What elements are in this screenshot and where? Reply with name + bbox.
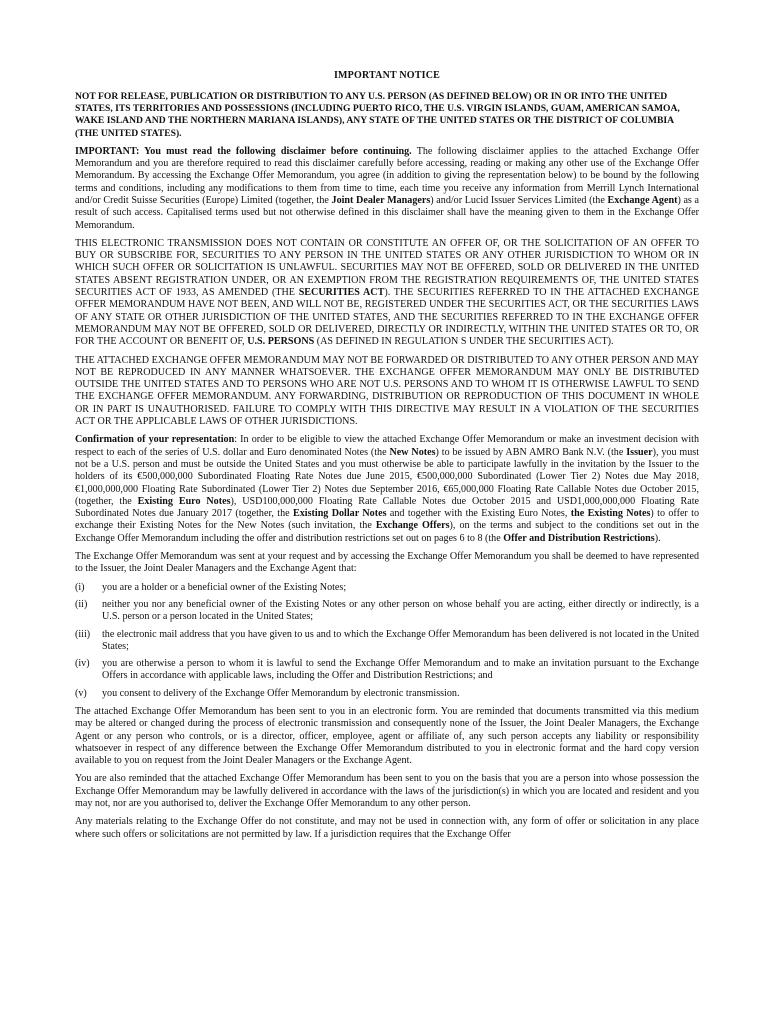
- list-item: [75, 582, 699, 594]
- page-title: IMPORTANT NOTICE: [333, 70, 441, 81]
- not-for-release-notice: NOT FOR RELEASE, PUBLICATION OR DISTRIBUTION TO ANY U.S. PERSON (AS DEFINED BELOW) OR IN OR INTO THE UNITED STATES, ITS TERRITORIES AND POSSESSIONS (INCLUDING PUERTO RICO, THE U.S. VIRGIN ISLANDS, GUAM, AMERICAN SAMOA, WAKE ISLAND AND THE NORTHERN MARIANA ISLANDS), ANY STATE OF THE UNITED STATES OR THE DISTRICT OF COLUMBIA (THE UNITED STATES).: [75, 91, 680, 139]
- confirmation-lead: Confirmation of your representation: [75, 434, 235, 446]
- list-item: [75, 688, 699, 700]
- confirmation-paragraph: Confirmation of your representation: In order to be eligible to view the attached Exchange Offer Memorandum or make an investment decision with respect to each of the series of U.S. dollar and Euro denominated Notes (the New Notes) to be issued by ABN AMRO Bank N.V. (the Issuer), you must not be a U.S. person and must be outside the United States and you must otherwise be able to participate lawfully in the invitation by the Issuer to the holders of its €500,000,000 Subordinated Floating Rate Notes due June 2015, €500,000,000 Subordinated (Lower Tier 2) Notes due May 2018, €1,000,000,000 Floating Rate Subordinated (Lower Tier 2) Notes due September 2016, €65,000,000 Floating Rate Callable Notes due October 2015, (together, the Existing Euro Notes), USD100,000,000 Floating Rate Callable Notes due October 2015 and USD1,000,000,000 Floating Rate Subordinated Notes due January 2017 (together, the Existing Dollar Notes and together with the Existing Euro Notes, the Existing Notes) to offer to exchange their Existing Notes for the New Notes (such invitation, the Exchange Offers), on the terms and subject to the conditions set out in the Exchange Offer Memorandum including the offer and distribution restrictions set out on pages 6 to 8 (the Offer and Distribution Restrictions).: [75, 434, 700, 544]
- document-page: [75, 70, 699, 847]
- important-lead: IMPORTANT: You must read the following disclaimer before continuing.: [75, 145, 412, 157]
- list-item-number: (iv): [75, 658, 90, 670]
- representations-list: [75, 582, 699, 700]
- list-item-text: you are otherwise a person to whom it is lawful to send the Exchange Offer Memorandum and to make an invitation pursuant to the Exchange Offers in accordance with applicable laws, including the Offer and Distribution Restrictions; and: [102, 658, 699, 682]
- list-item-number: (iii): [75, 628, 91, 640]
- electronic-form-paragraph: The attached Exchange Offer Memorandum has been sent to you in an electronic form. You are reminded that documents transmitted via this medium may be altered or changed during the process of electronic transmission and consequently none of the Issuer, the Joint Dealer Managers, the Exchange Agent or any person who controls, or is a director, officer, employee, agent or affiliate of, any such person accepts any liability or responsibility whatsoever in respect of any difference between the Exchange Offer Memorandum distributed to you in electronic format and the hard copy version available to you on request from the Joint Dealer Managers or the Exchange Agent.: [75, 705, 699, 767]
- list-item: [75, 599, 699, 624]
- list-item-number: (i): [75, 581, 85, 593]
- important-paragraph: IMPORTANT: You must read the following disclaimer before continuing. The following disclaimer applies to the attached Exchange Offer Memorandum and you are therefore required to read this disclaimer carefully before accessing, reading or making any other use of the Exchange Offer Memorandum. By accessing the Exchange Offer Memorandum, you agree (in addition to giving the representation below) to be bound by the following terms and conditions, including any modifications to them from time to time, each time you receive any information from Merrill Lynch International and/or Credit Suisse Securities (Europe) Limited (together, the Joint Dealer Managers) and/or Lucid Issuer Services Limited (the Exchange Agent) as a result of such access. Capitalised terms used but not otherwise defined in this disclaimer shall have the meaning given to them in the Exchange Offer Memorandum.: [75, 145, 700, 231]
- list-item-text: you are a holder or a beneficial owner of the Existing Notes;: [102, 581, 347, 593]
- sent-intro-paragraph: The Exchange Offer Memorandum was sent at your request and by accessing the Exchange Offer Memorandum you shall be deemed to have represented to the Issuer, the Joint Dealer Managers and the Exchange Agent that:: [75, 551, 699, 575]
- list-item-text: the electronic mail address that you have given to us and to which the Exchange Offer Memorandum has been delivered is not located in the United States;: [102, 628, 699, 652]
- list-item: [75, 629, 699, 654]
- list-item-text: you consent to delivery of the Exchange Offer Memorandum by electronic transmission.: [102, 687, 460, 699]
- list-item-text: neither you nor any beneficial owner of the Existing Notes or any other person on whose behalf you are acting, either directly or indirectly, is a U.S. person or a person located in the United States;: [102, 598, 699, 623]
- electronic-transmission-paragraph: THIS ELECTRONIC TRANSMISSION DOES NOT CONTAIN OR CONSTITUTE AN OFFER OF, OR THE SOLICITATION OF AN OFFER TO BUY OR SUBSCRIBE FOR, SECURITIES TO ANY PERSON IN THE UNITED STATES OR ANY OTHER JURISDICTION TO WHOM OR IN WHICH SUCH OFFER OR SOLICITATION IS UNLAWFUL. SECURITIES MAY NOT BE OFFERED, SOLD OR DELIVERED IN THE UNITED STATES ABSENT REGISTRATION UNDER, OR AN EXEMPTION FROM THE REGISTRATION REQUIREMENTS OF, THE UNITED STATES SECURITIES ACT OF 1933, AS AMENDED (THE SECURITIES ACT). THE SECURITIES REFERRED TO IN THE ATTACHED EXCHANGE OFFER MEMORANDUM HAVE NOT BEEN, AND WILL NOT BE, REGISTERED UNDER THE SECURITIES ACT, OR THE SECURITIES LAWS OF ANY STATE OR OTHER JURISDICTION OF THE UNITED STATES, AND THE SECURITIES REFERRED TO IN THE EXCHANGE OFFER MEMORANDUM MAY NOT BE OFFERED, SOLD OR DELIVERED, DIRECTLY OR INDIRECTLY, WITHIN THE UNITED STATES OR TO, OR FOR THE ACCOUNT OR BENEFIT OF, U.S. PERSONS (AS DEFINED IN REGULATION S UNDER THE SECURITIES ACT).: [75, 237, 699, 348]
- list-item: [75, 658, 699, 683]
- materials-paragraph: Any materials relating to the Exchange Offer do not constitute, and may not be used in connection with, any form of offer or solicitation in any place where such offers or solicitations are not permitted by law. If a jurisdiction requires that the Exchange Offer: [75, 816, 699, 840]
- forwarding-paragraph: THE ATTACHED EXCHANGE OFFER MEMORANDUM MAY NOT BE FORWARDED OR DISTRIBUTED TO ANY OTHER PERSON AND MAY NOT BE REPRODUCED IN ANY MANNER WHATSOEVER. THE EXCHANGE OFFER MEMORANDUM MAY ONLY BE DISTRIBUTED OUTSIDE THE UNITED STATES AND TO PERSONS WHO ARE NOT U.S. PERSONS AND TO WHOM IT IS OTHERWISE LAWFUL TO SEND THE EXCHANGE OFFER MEMORANDUM. ANY FORWARDING, DISTRIBUTION OR REPRODUCTION OF THIS DOCUMENT IN WHOLE OR IN PART IS UNAUTHORISED. FAILURE TO COMPLY WITH THIS DIRECTIVE MAY RESULT IN A VIOLATION OF THE SECURITIES ACT OR THE APPLICABLE LAWS OF OTHER JURISDICTIONS.: [75, 354, 699, 428]
- list-item-number: (v): [75, 687, 87, 699]
- reminded-paragraph: You are also reminded that the attached Exchange Offer Memorandum has been sent to you on the basis that you are a person into whose possession the Exchange Offer Memorandum may be lawfully delivered in accordance with the laws of the jurisdiction(s) in which you are located and resident and you may not, nor are you authorised to, deliver the Exchange Offer Memorandum to any other person.: [75, 773, 699, 810]
- list-item-number: (ii): [75, 598, 88, 610]
